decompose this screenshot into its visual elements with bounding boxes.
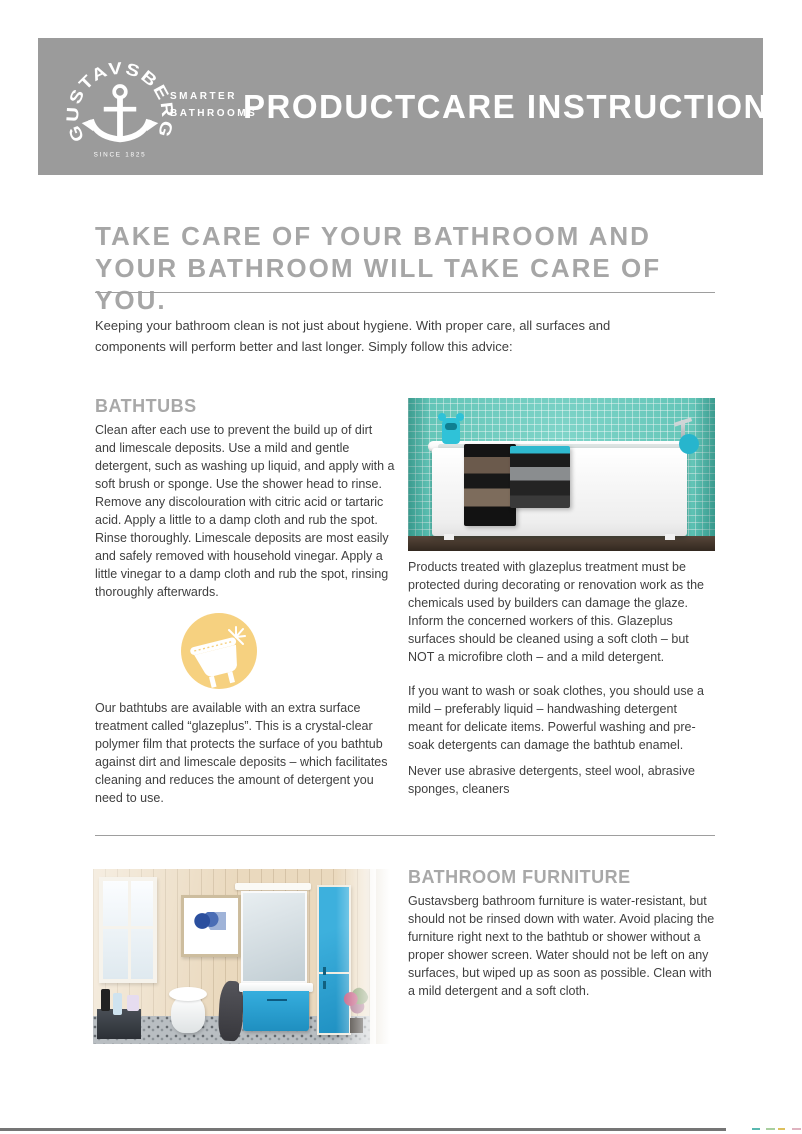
bathtubs-heading: BATHTUBS <box>95 396 197 416</box>
tagline-line2: BATHROOMS <box>170 108 258 119</box>
svg-text:GUSTAVSBERG: GUSTAVSBERG <box>62 58 178 145</box>
mirror <box>241 891 307 983</box>
intro-paragraph: Keeping your bathroom clean is not just about hygiene. With proper care, all surfaces and components will perform better and last longer. Simply follow this advice: <box>95 318 611 354</box>
striped-towel-left <box>464 444 516 526</box>
bathtub-photo <box>408 398 715 551</box>
divider-top <box>95 292 715 293</box>
toiletry-bottles <box>101 987 141 1011</box>
gustavsberg-logo <box>62 48 178 168</box>
print-mark-teal <box>752 1128 760 1130</box>
striped-towel-right <box>510 446 570 508</box>
page-heading <box>95 220 735 316</box>
tagline-line1: SMARTER <box>170 91 237 102</box>
furniture-heading: BATHROOM FURNITURE <box>408 867 631 887</box>
toilet-seat <box>169 987 207 1001</box>
washing-paragraph: If you want to wash or soak clothes, you should use a mild – preferably liquid – handwashing detergent meant for delicate items. Powerful washing and pre-soak detergents can damage the bathtub enamel. <box>408 684 705 752</box>
light-glare <box>336 869 376 1044</box>
bathtubs-paragraph-2: Our bathtubs are available with an extra surface treatment called “glazeplus”. This is a crystal-clear polymer film that protects the surface of you bathtub against dirt and limescale deposits – which facilitates cleaning and reduces the amount of detergent you need to use. <box>95 701 388 805</box>
furniture-column <box>408 867 718 1000</box>
mirror-light <box>235 883 311 890</box>
wall-corner-left <box>408 398 430 551</box>
bathtubs-paragraph-1: Clean after each use to prevent the build up of dirt and limescale deposits. Use a mild and gentle detergent, such as washing up liquid, and apply with a soft brush or sponge. Use the shower head to rinse. Remove any discolouration with citric acid or tartaric acid. Apply a little to a damp cloth and rub the spot. Rinse thoroughly. Limescale deposits are most easily and safely removed with household vinegar. Apply a little vinegar to a damp cloth and rub the spot, rinsing thoroughly afterwards. <box>95 423 395 599</box>
print-mark-yellow <box>778 1128 785 1130</box>
bathtub-foot-left <box>444 534 454 540</box>
logo-since-text: SINCE 1825 <box>93 151 147 159</box>
page-heading-line1: TAKE CARE OF YOUR BATHROOM AND <box>95 221 651 251</box>
next-page-edge-bar <box>0 1128 726 1131</box>
print-mark-pink <box>792 1128 801 1130</box>
glazeplus-paragraph: Products treated with glazeplus treatment must be protected during decorating or renovation work as the chemicals used by builders can damage the glaze. Inform the concerned workers of this. Glazeplus surfaces should be cleaned using a soft cloth – but NOT a microfibre cloth – and a mild detergent. <box>408 560 705 664</box>
divider-middle <box>95 835 715 836</box>
dark-stool <box>97 1009 141 1039</box>
bathtub-foot-right <box>665 534 675 540</box>
sparkling-bathtub-icon <box>179 611 259 691</box>
never-use-paragraph: Never use abrasive detergents, steel wool, abrasive sponges, cleaners <box>408 764 695 796</box>
teal-accessory <box>679 434 699 454</box>
toilet <box>169 985 207 1033</box>
blue-vanity-cabinet <box>243 991 309 1031</box>
blue-toy <box>442 418 460 444</box>
framed-picture <box>181 895 241 957</box>
header-banner <box>38 38 793 175</box>
document-title: PRODUCTCARE INSTRUCTIONS <box>243 88 793 125</box>
bathtubs-left-column <box>95 396 395 807</box>
furniture-photo <box>93 869 390 1044</box>
page-heading-line2: YOUR BATHROOM WILL TAKE CARE OF YOU. <box>95 253 662 315</box>
anchor-icon <box>82 86 159 139</box>
wall-corner-right <box>693 398 715 551</box>
furniture-paragraph: Gustavsberg bathroom furniture is water-resistant, but should not be rinsed down with water. Avoid placing the furniture right next to the bathtub or shower without a proper shower screen. Water should not be left on any surfaces, but wiped up as soon as possible. Clean with a mild detergent and a soft cloth. <box>408 894 715 998</box>
bathtubs-right-column <box>408 558 715 814</box>
window <box>99 877 157 983</box>
print-mark-green <box>766 1128 775 1130</box>
